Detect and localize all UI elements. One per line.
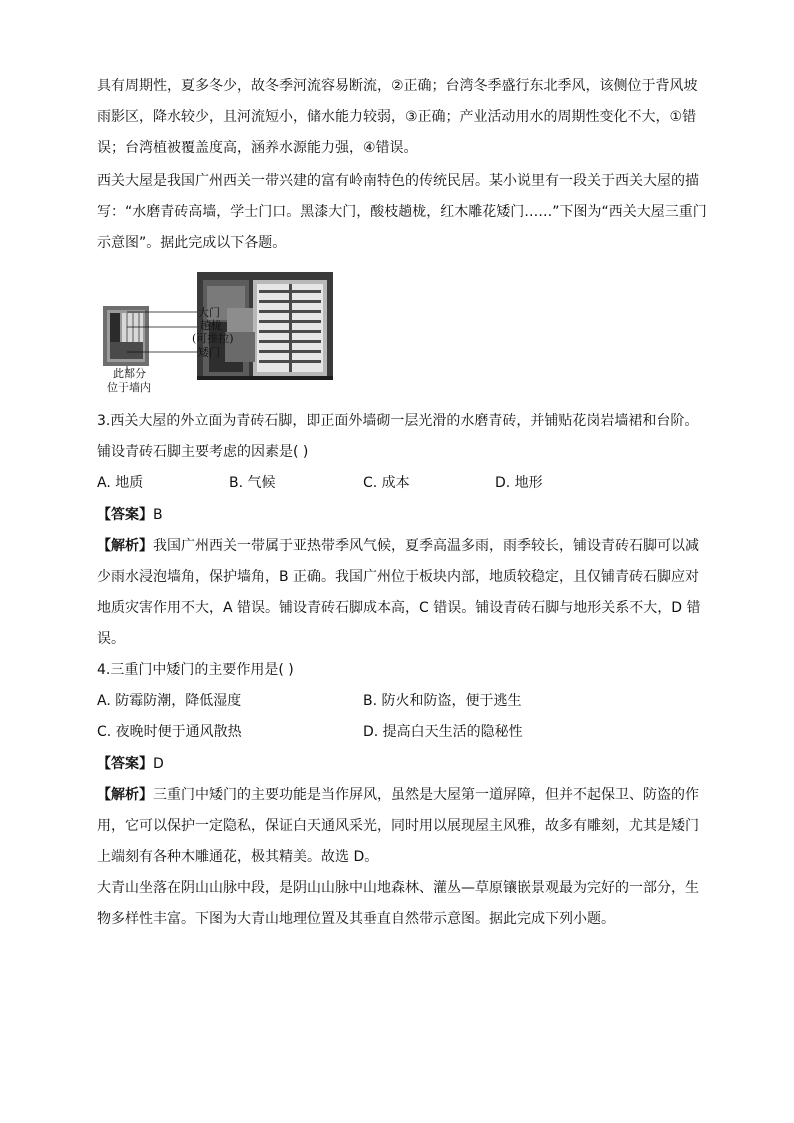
question-3-answer bbox=[97, 500, 703, 531]
text-line: 用，它可以保护一定隐私，保证白天通风采光，同时用以展现屋主风雅，故多有雕刻，尤其是矮门 bbox=[97, 818, 699, 834]
text-line: 地质灾害作用不大，A 错误。铺设青砖石脚成本高，C 错误。铺设青砖石脚与地形关系不大，D 错 bbox=[97, 600, 701, 616]
label-tanglong-note: (可推拉) bbox=[192, 332, 234, 345]
question-4-stem bbox=[97, 655, 703, 686]
option-a: A. 防霉防潮，降低湿度 bbox=[97, 693, 242, 709]
answer-value: D bbox=[153, 756, 164, 772]
question-3-analysis bbox=[97, 531, 703, 655]
text-line: 少雨水浸泡墙角，保护墙角，B 正确。我国广州位于板块内部，地质较稳定，且仅铺青砖石脚应对 bbox=[97, 569, 700, 585]
intro-answer-paragraph bbox=[97, 71, 703, 164]
question-3-options bbox=[97, 468, 703, 499]
question-3-stem bbox=[97, 406, 703, 468]
inset-door-photo bbox=[103, 306, 149, 366]
text-line: 具有周期性，夏多冬少，故冬季河流容易断流，②正确；台湾冬季盛行东北季风，该侧位于背风坡 bbox=[97, 78, 698, 94]
text-line: 4.三重门中矮门的主要作用是( ) bbox=[97, 662, 294, 678]
text-line: 我国广州西关一带属于亚热带季风气候，夏季高温多雨，雨季较长，铺设青砖石脚可以减 bbox=[153, 538, 699, 554]
material-daqingshan-paragraph bbox=[97, 873, 703, 935]
question-4-answer bbox=[97, 749, 703, 780]
label-inner-note-1: 此部分 bbox=[113, 367, 146, 380]
question-4-options-row1 bbox=[97, 686, 703, 717]
material-xiguan-paragraph bbox=[97, 166, 707, 259]
text-line: 写：“水磨青砖高墙，学士门口。黑漆大门，酸枝趟栊，红木雕花矮门……”下图为“西关大屋三重门 bbox=[97, 204, 707, 220]
text-line: 示意图”。据此完成以下各题。 bbox=[97, 235, 287, 251]
label-tanglong: 趟栊 bbox=[200, 319, 222, 332]
question-4-options-row2 bbox=[97, 717, 703, 748]
text-line: 3.西关大屋的外立面为青砖石脚，即正面外墙砌一层光滑的水磨青砖，并铺贴花岗岩墙裙和台阶。 bbox=[97, 413, 699, 429]
option-c: C. 成本 bbox=[363, 475, 410, 491]
text-line: 西关大屋是我国广州西关一带兴建的富有岭南特色的传统民居。某小说里有一段关于西关大屋的描 bbox=[97, 173, 699, 189]
option-b: B. 气候 bbox=[229, 475, 276, 491]
text-line: 雨影区，降水较少，且河流短小，储水能力较弱，③正确；产业活动用水的周期性变化不大，①错 bbox=[97, 109, 697, 125]
question-4-analysis bbox=[97, 780, 703, 873]
analysis-tag: 【解析】 bbox=[97, 787, 153, 803]
analysis-tag: 【解析】 bbox=[97, 538, 153, 554]
text-line: 误。 bbox=[97, 631, 125, 647]
option-d: D. 提高白天生活的隐秘性 bbox=[363, 724, 523, 740]
option-b: B. 防火和防盗，便于逃生 bbox=[363, 693, 522, 709]
answer-tag: 【答案】 bbox=[97, 756, 153, 772]
text-line: 误；台湾植被覆盖度高，涵养水源能力强，④错误。 bbox=[97, 140, 418, 156]
text-line: 大青山坐落在阴山山脉中段，是阴山山脉中山地森林、灌丛—草原镶嵌景观最为完好的一部分，生 bbox=[97, 880, 699, 896]
text-line: 上端刻有各种木雕通花，极其精美。故选 D。 bbox=[97, 849, 379, 865]
option-a: A. 地质 bbox=[97, 475, 144, 491]
answer-tag: 【答案】 bbox=[97, 507, 153, 523]
label-main-door: 大门 bbox=[198, 306, 220, 319]
three-door-figure bbox=[97, 272, 337, 398]
text-line: 物多样性丰富。下图为大青山地理位置及其垂直自然带示意图。据此完成下列小题。 bbox=[97, 911, 615, 927]
answer-value: B bbox=[153, 507, 163, 523]
text-line: 铺设青砖石脚主要考虑的因素是( ) bbox=[97, 444, 309, 460]
label-inner-note-2: 位于墙内 bbox=[107, 381, 151, 394]
option-c: C. 夜晚时便于通风散热 bbox=[97, 724, 242, 740]
label-short-door: 矮门 bbox=[198, 346, 220, 359]
text-line: 三重门中矮门的主要功能是当作屏风，虽然是大屋第一道屏障，但并不起保卫、防盗的作 bbox=[153, 787, 699, 803]
option-d: D. 地形 bbox=[495, 475, 543, 491]
